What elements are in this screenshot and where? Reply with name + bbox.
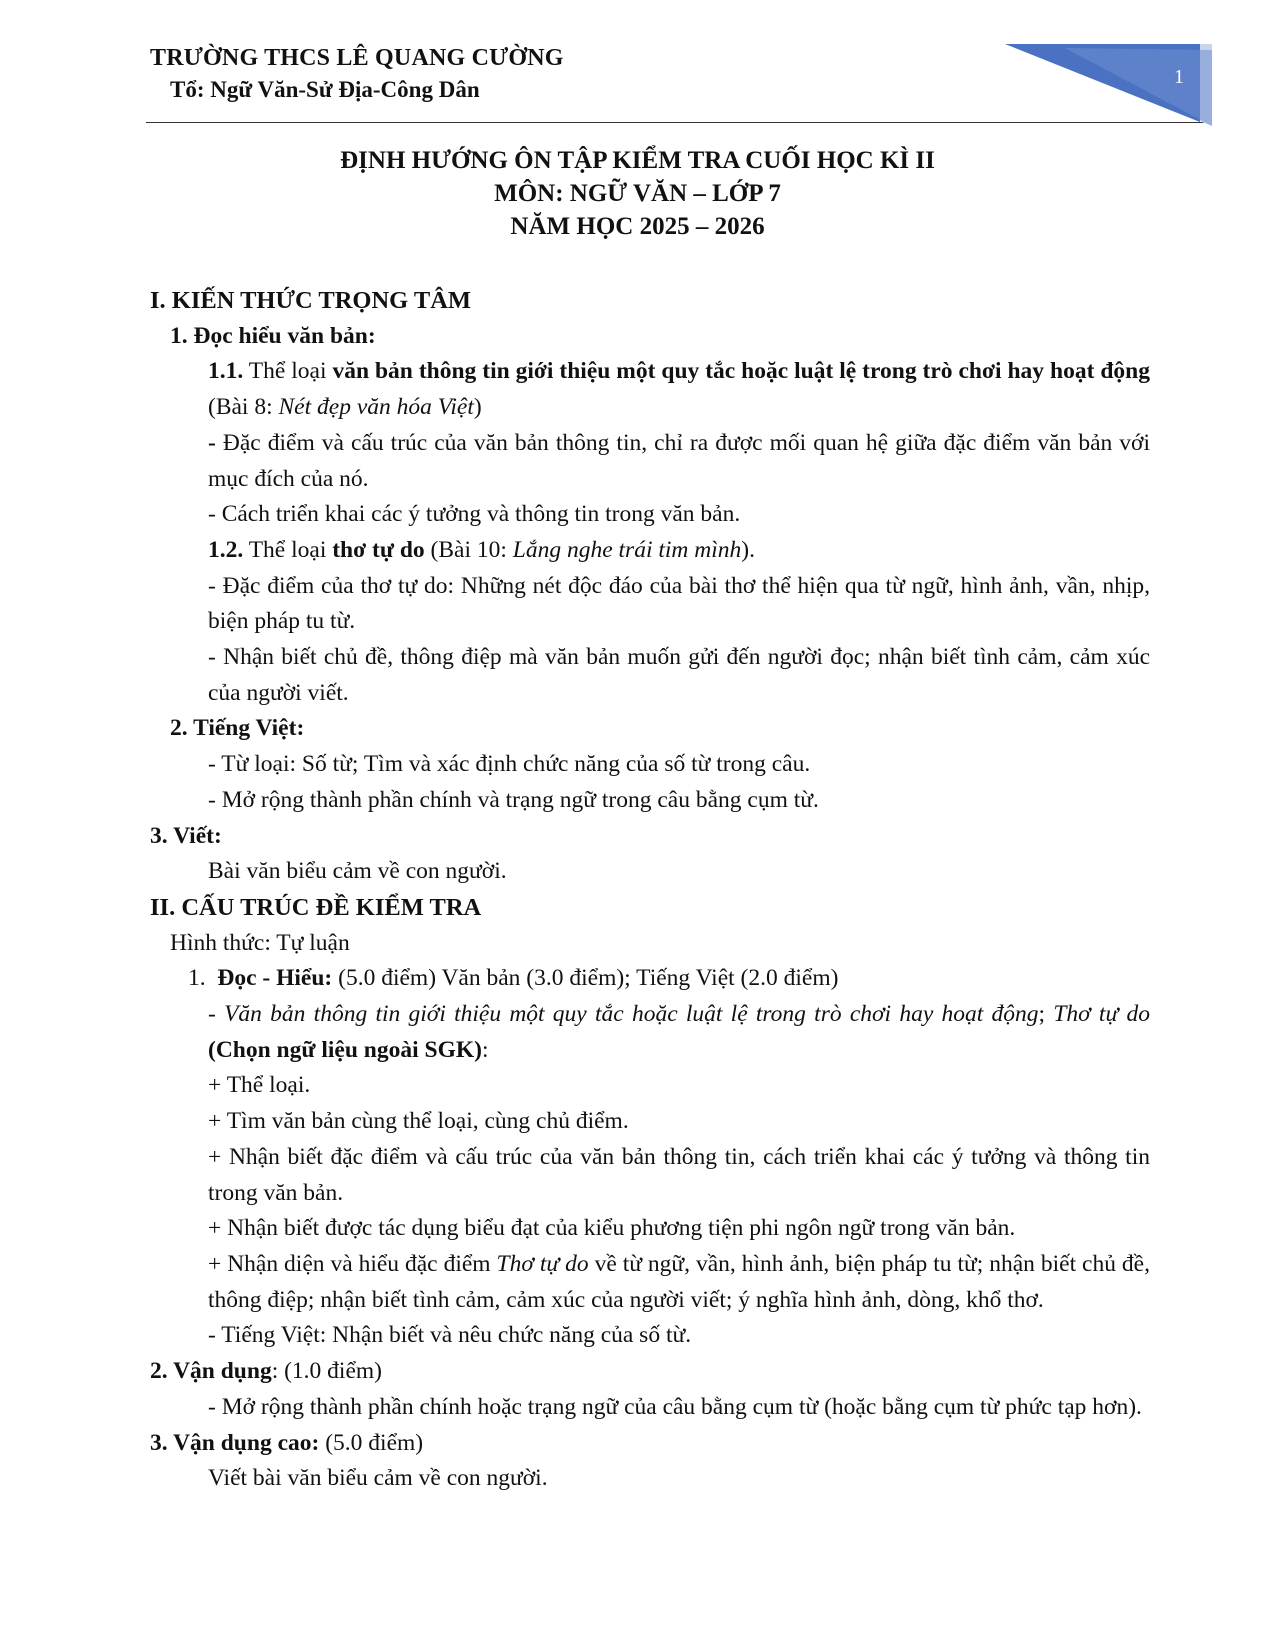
page-header	[150, 42, 564, 106]
part-1-item: + Thể loại.	[208, 1072, 311, 1099]
writing-text: Bài văn biểu cảm về con người.	[208, 858, 507, 885]
paragraph-1-1-bullet-2: - Cách triển khai các ý tưởng và thông tin trong văn bản.	[208, 501, 741, 528]
part-1-heading	[150, 961, 1150, 997]
page-number: 1	[1174, 66, 1184, 88]
part-1-desc-genre-2: Thơ tự do	[1053, 1001, 1151, 1028]
title-line-3: NĂM HỌC 2025 – 2026	[510, 213, 765, 240]
p11-lesson-title: Nét đẹp văn hóa Việt	[278, 394, 474, 421]
part-2-label: 2. Vận dụng	[150, 1358, 272, 1385]
section-2-heading: II. CẤU TRÚC ĐỀ KIỂM TRA	[150, 893, 482, 921]
part-1-item-poetry	[150, 1247, 1150, 1318]
paragraph-1-2-bullet-2: - Nhận biết chủ đề, thông điệp mà văn bản muốn gửi đến người đọc; nhận biết tình cảm, cảm xúc của người viết.	[208, 644, 1150, 706]
part-1-item-vietnamese: - Tiếng Việt: Nhận biết và nêu chức năng của số từ.	[208, 1322, 692, 1349]
vietnamese-bullet-2: - Mở rộng thành phần chính và trạng ngữ trong câu bằng cụm từ.	[208, 786, 819, 813]
paragraph-1-2-bullet-1: - Đặc điểm của thơ tự do: Những nét độc đáo của bài thơ thể hiện qua từ ngữ, hình ảnh, vần, nhịp, biện pháp tu từ.	[208, 572, 1150, 635]
p12-text-3: ).	[741, 536, 755, 563]
p12-genre: thơ tự do	[332, 536, 425, 563]
p12-number: 1.2.	[208, 536, 244, 563]
part-3-label: 3. Vận dụng cao:	[150, 1429, 320, 1456]
paragraph-1-1-bullet-1	[150, 426, 1150, 497]
part-1-desc-genre-1: Văn bản thông tin giới thiệu một quy tắc hoặc luật lệ trong trò chơi hay hoạt động	[224, 1001, 1039, 1028]
part-2-heading	[150, 1354, 1150, 1390]
part-1-item: + Tìm văn bản cùng thể loại, cùng chủ điểm.	[208, 1108, 629, 1135]
title-line-2: MÔN: NGỮ VĂN – LỚP 7	[494, 180, 781, 207]
p12-text-2: (Bài 10:	[424, 536, 513, 563]
p12-lesson-title: Lắng nghe trái tim mình	[512, 536, 742, 563]
part-1-points: (5.0 điểm) Văn bản (3.0 điểm); Tiếng Việt (2.0 điểm)	[332, 965, 839, 992]
exam-form: Hình thức: Tự luận	[170, 929, 350, 956]
part-3-description: Viết bài văn biểu cảm về con người.	[208, 1465, 548, 1492]
part-1-desc-dash: -	[208, 1001, 225, 1028]
p12-text-1: Thể loại	[243, 536, 333, 563]
school-name: TRƯỜNG THCS LÊ QUANG CƯỜNG	[150, 45, 564, 71]
part-1-item: + Nhận biết đặc điểm và cấu trúc của văn bản thông tin, cách triển khai các ý tưởng và thông tin trong văn bản.	[208, 1143, 1150, 1206]
document-body	[150, 283, 1150, 1497]
paragraph-1-1	[150, 354, 1150, 425]
p11-number: 1.1.	[208, 358, 244, 385]
p11-bullet-1-text: Đặc điểm và cấu trúc của văn bản thông tin, chỉ ra được mối quan hệ giữa đặc điểm văn bản với mục đích của nó.	[208, 429, 1151, 492]
part-1-label: Đọc - Hiểu:	[217, 965, 333, 992]
part-2-description: - Mở rộng thành phần chính hoặc trạng ngữ của câu bằng cụm từ (hoặc bằng cụm từ phức tạp hơn).	[208, 1393, 1142, 1420]
p11-text-2: (Bài 8:	[208, 394, 279, 421]
title-line-1: ĐỊNH HƯỚNG ÔN TẬP KIỂM TRA CUỐI HỌC KÌ II	[340, 147, 935, 174]
part-1-description	[150, 997, 1150, 1068]
reading-heading: 1. Đọc hiểu văn bản:	[170, 322, 376, 349]
part-1-desc-end: :	[481, 1036, 489, 1063]
part-3-heading	[150, 1426, 1150, 1462]
section-1-heading: I. KIẾN THỨC TRỌNG TÂM	[150, 287, 472, 314]
corner-decoration	[1005, 44, 1215, 134]
p11-text-1: Thể loại	[243, 358, 333, 385]
vietnamese-heading: 2. Tiếng Việt:	[170, 715, 305, 742]
part-3-points: (5.0 điểm)	[319, 1429, 424, 1456]
vietnamese-bullet-1: - Từ loại: Số từ; Tìm và xác định chức năng của số từ trong câu.	[208, 751, 811, 778]
part-1-desc-separator: ;	[1038, 1001, 1046, 1028]
part-2-points: : (1.0 điểm)	[271, 1358, 382, 1385]
part-1-item: + Nhận biết được tác dụng biểu đạt của kiểu phương tiện phi ngôn ngữ trong văn bản.	[208, 1215, 1016, 1242]
item5-genre: Thơ tự do	[496, 1250, 589, 1277]
writing-heading: 3. Viết:	[150, 822, 222, 849]
department-name: Tổ: Ngữ Văn-Sử Địa-Công Dân	[170, 77, 480, 102]
part-1-number: 1.	[188, 965, 206, 992]
part-1-desc-note: (Chọn ngữ liệu ngoài SGK)	[208, 1036, 482, 1063]
item5-text-a: + Nhận diện và hiểu đặc điểm	[208, 1250, 497, 1277]
item5-text-b: về từ ngữ, vần, hình ảnh, biện pháp tu từ; nhận biết chủ đề, thông điệp; nhận biết tình cảm, cảm xúc của người viết; ý nghĩa hình ảnh, dòng, khổ thơ.	[208, 1250, 1150, 1313]
p11-text-3: )	[473, 394, 482, 421]
paragraph-1-2	[150, 533, 1150, 569]
p11-bullet-dash: -	[208, 429, 223, 456]
document-title	[0, 144, 1275, 243]
p11-genre: văn bản thông tin giới thiệu một quy tắc hoặc luật lệ trong trò chơi hay hoạt động	[332, 358, 1150, 385]
